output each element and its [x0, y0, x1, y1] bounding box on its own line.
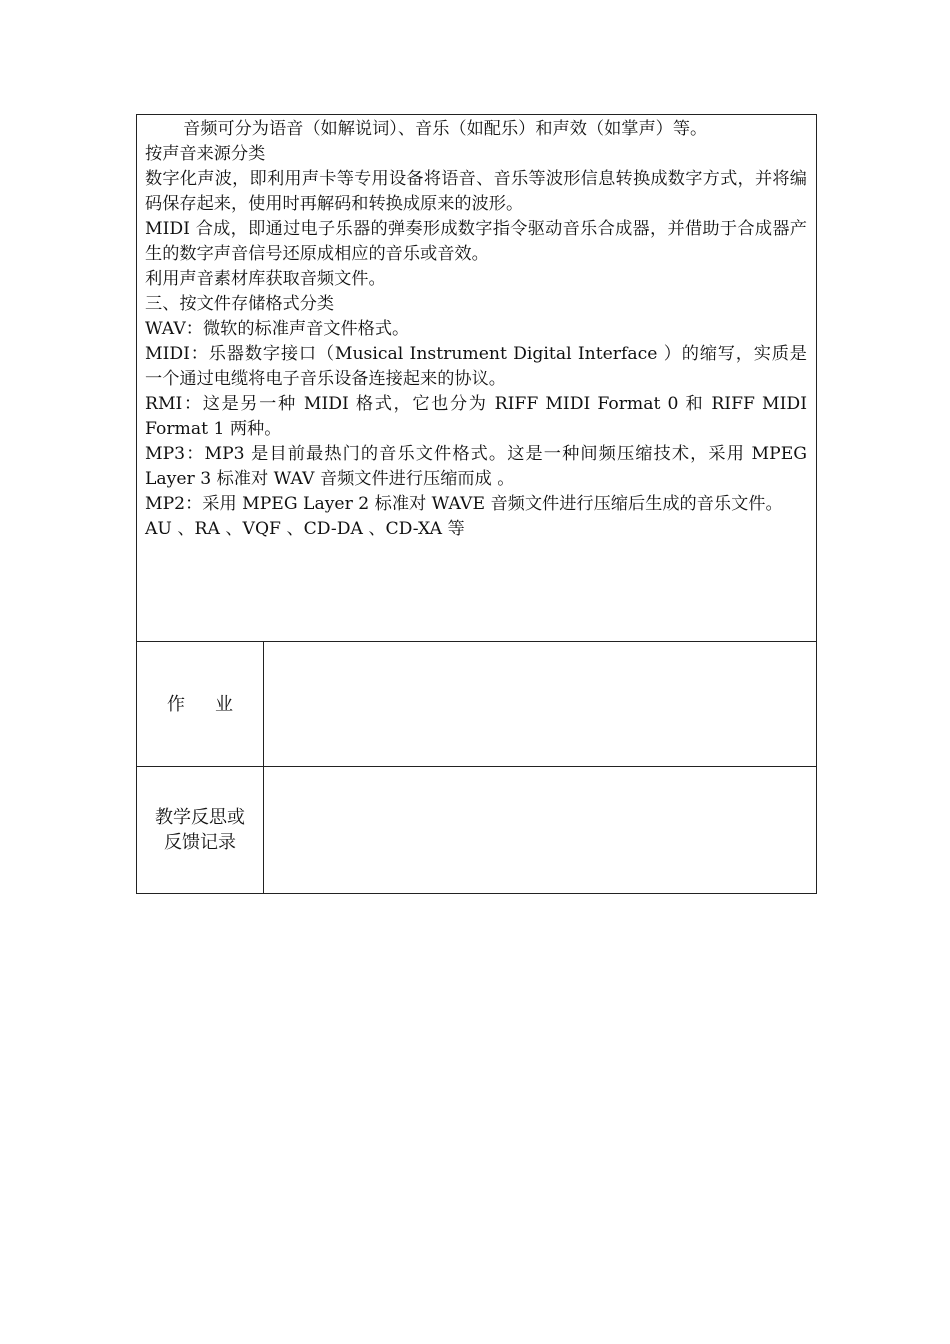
paragraph-format-heading: 三、按文件存储格式分类	[145, 294, 335, 314]
paragraph-sound-library: 利用声音素材库获取音频文件。	[145, 269, 386, 289]
paragraph-other-formats: AU 、RA 、VQF 、CD-DA 、CD-XA 等	[145, 519, 465, 539]
homework-label: 作业	[167, 693, 263, 715]
paragraph-midi-synthesis: MIDI 合成，即通过电子乐器的弹奏形成数字指令驱动音乐合成器，并借助于合成器产生的数字声音信号还原成相应的音乐或音效。	[145, 219, 807, 264]
paragraph-midi: MIDI：乐器数字接口（Musical Instrument Digital Interface ）的缩写，实质是一个通过电缆将电子音乐设备连接起来的协议。	[145, 344, 807, 389]
reflection-value-cell	[264, 767, 816, 893]
homework-row	[137, 642, 816, 767]
paragraph-mp2: MP2：采用 MPEG Layer 2 标准对 WAVE 音频文件进行压缩后生成的音乐文件。	[145, 494, 783, 514]
paragraph-digitized-wave: 数字化声波，即利用声卡等专用设备将语音、音乐等波形信息转换成数字方式，并将编码保存起来，使用时再解码和转换成原来的波形。	[145, 169, 807, 214]
lesson-plan-table	[136, 114, 817, 894]
reflection-label-line2: 反馈记录	[164, 832, 236, 853]
reflection-label-cell	[137, 767, 264, 893]
paragraph-rmi: RMI：这是另一种 MIDI 格式，它也分为 RIFF MIDI Format 0 和 RIFF MIDI Format 1 两种。	[145, 394, 807, 439]
reflection-label-line1: 教学反思或	[155, 807, 245, 828]
content-cell	[137, 115, 816, 642]
homework-value-cell	[264, 642, 816, 766]
reflection-row	[137, 767, 816, 893]
paragraph-audio-types: 音频可分为语音（如解说词）、音乐（如配乐）和声效（如掌声）等。	[183, 119, 708, 139]
paragraph-wav: WAV：微软的标准声音文件格式。	[145, 319, 410, 339]
paragraph-source-heading: 按声音来源分类	[145, 144, 266, 164]
paragraph-mp3: MP3：MP3 是目前最热门的音乐文件格式。这是一种间频压缩技术，采用 MPEG Layer 3 标准对 WAV 音频文件进行压缩而成 。	[145, 444, 807, 489]
homework-label-cell	[137, 642, 264, 766]
